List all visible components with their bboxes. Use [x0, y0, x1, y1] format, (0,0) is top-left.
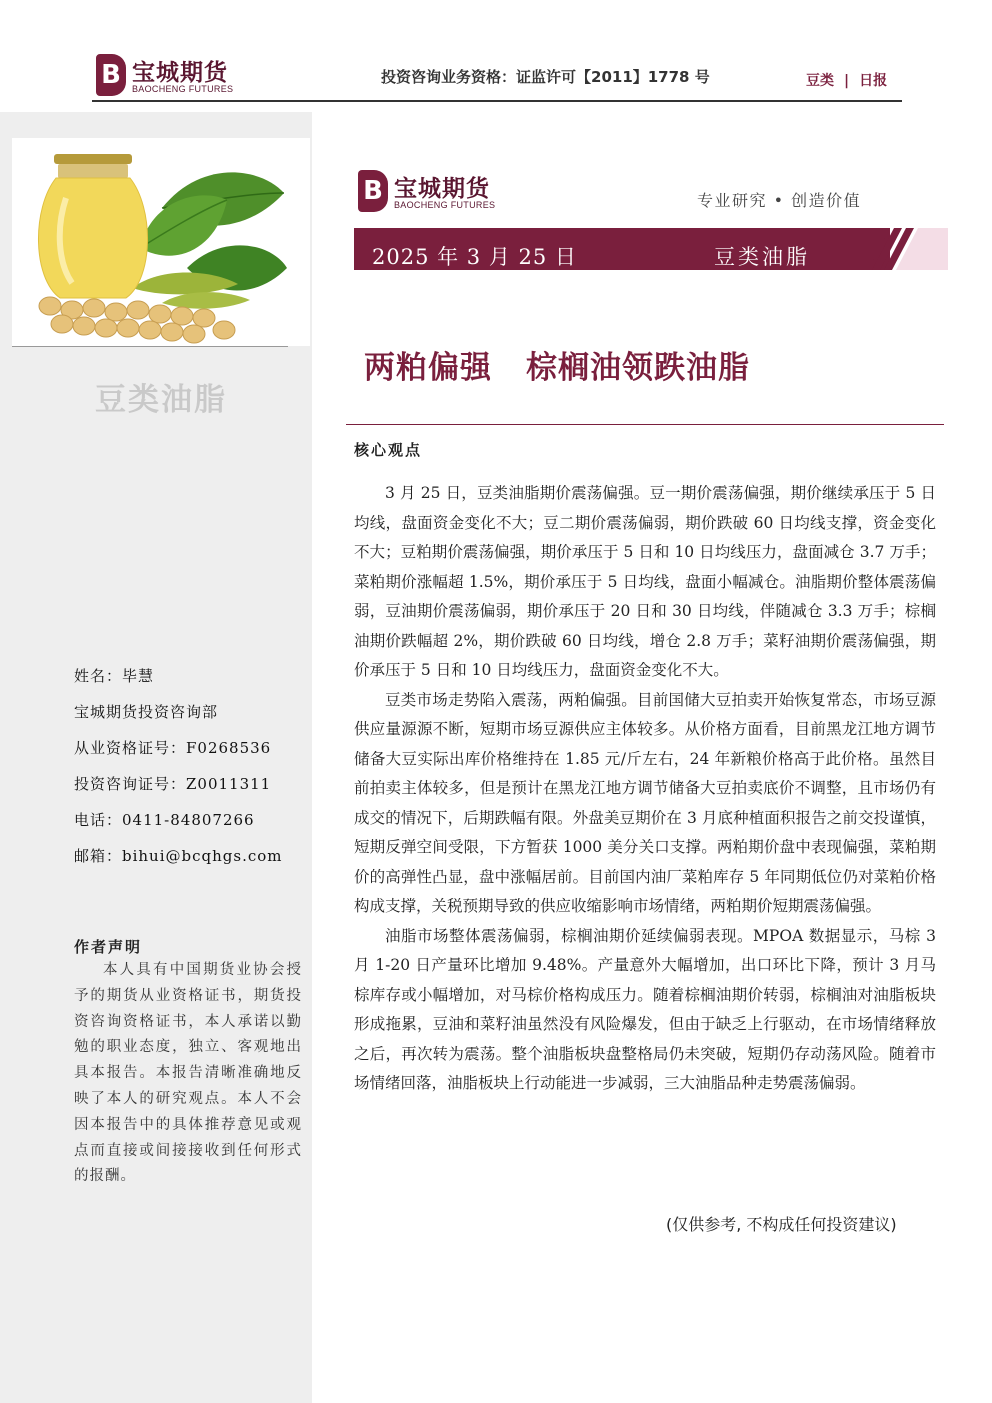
- author-contact: [74, 664, 310, 880]
- tag-separator: |: [844, 73, 850, 89]
- header-divider: [92, 100, 902, 102]
- main-logo-en: BAOCHENG FUTURES: [394, 200, 496, 210]
- main-logo-cn: 宝城期货: [394, 176, 490, 202]
- paragraph-soy: 豆类市场走势陷入震荡，两粕偏强。目前国储大豆拍卖开始恢复常态，市场豆源供应量源源不断，短期市场豆源供应主体较多。从价格方面看，目前黑龙江地方调节储备大豆实际出库价格维持在 1.85 元/斤左右，24 年新粮价格高于此价格。虽然目前拍卖主体较多，但是预计在黑龙江地方调节储备大豆拍卖底价不调整，且市场仍有成交的情况下，后期跌幅有限。外盘美豆期价在 3 月底种植面积报告之前交投谨慎，短期反弹空间受限，下方暂获 1000 美分关口支撑。两粕期价盘中表现偏强，菜粕期价的高弹性凸显，盘中涨幅居前。目前国内油厂菜粕库存 5 年同期低位仍对菜粕价格构成支撑，关税预期导致的供应收缩影响市场情绪，两粕期价短期震荡偏强。: [354, 690, 936, 915]
- tag-frequency: 日报: [859, 73, 888, 89]
- headline: [364, 342, 750, 387]
- author-name: 姓名：毕慧: [74, 667, 155, 685]
- report-category: 豆类油脂: [714, 245, 810, 269]
- author-phone: 电话：0411-84807266: [74, 811, 255, 829]
- core-view-title: 核心观点: [354, 441, 423, 459]
- header-logo-cn: 宝城期货: [132, 60, 228, 86]
- paragraph-summary: 3 月 25 日，豆类油脂期价震荡偏强。豆一期价震荡偏强，期价继续承压于 5 日均线，盘面资金变化不大；豆二期价震荡偏弱，期价跌破 60 日均线支撑，资金变化不大；豆粕期价震荡偏强，期价承压于 5 日和 10 日均线压力，盘面减仓 3.7 万手；菜粕期价涨幅超 1.5%，期价承压于 5 日均线，盘面小幅减仓。油脂期价整体震荡偏弱，豆油期价震荡偏弱，期价承压于 20 日和 30 日均线，伴随减仓 3.3 万手；棕榈油期价跌幅超 2%，期价跌破 60 日均线，增仓 2.8 万手；菜籽油期价震荡偏强，期价承压于 5 日和 10 日均线压力，盘面资金变化不大。: [354, 484, 936, 679]
- author-license-number: 从业资格证号：F0268536: [74, 739, 272, 757]
- soybean-oil-image: [12, 138, 310, 346]
- header-logo: [96, 54, 256, 98]
- report-date: 2025 年 3 月 25 日: [372, 245, 577, 269]
- baocheng-logo-icon: B: [96, 54, 126, 96]
- disclaimer: (仅供参考, 不构成任何投资建议): [666, 1215, 897, 1234]
- slogan: 专业研究 • 创造价值: [697, 191, 862, 210]
- baocheng-logo-icon: B: [358, 170, 388, 212]
- author-email: 邮箱：bihui@bcqhgs.com: [74, 847, 283, 865]
- author-consult-number: 投资咨询证号：Z0011311: [74, 775, 272, 793]
- main-logo: [358, 170, 528, 216]
- declaration-title: 作者声明: [74, 938, 143, 956]
- sidebar-title: 豆类油脂: [95, 382, 227, 418]
- declaration-body: 本人具有中国期货业协会授予的期货从业资格证书，期货投资咨询资格证书，本人承诺以勤勉的职业态度，独立、客观地出具本报告。本报告清晰准确地反映了本人的研究观点。本人不会因本报告中的具体推荐意见或观点而直接或间接接收到任何形式的报酬。: [74, 962, 302, 1185]
- tag-category: 豆类: [806, 73, 834, 89]
- license-text: 投资咨询业务资格：证监许可【2011】1778 号: [381, 68, 710, 86]
- author-department: 宝城期货投资咨询部: [74, 703, 219, 721]
- headline-part-1: 两粕偏强: [364, 350, 492, 386]
- main-divider: [346, 424, 944, 425]
- header-logo-en: BAOCHENG FUTURES: [132, 84, 234, 94]
- report-body: [354, 479, 936, 1099]
- headline-part-2: 棕榈油领跌油脂: [526, 350, 750, 386]
- sidebar-divider: [12, 346, 288, 347]
- header-tags: [806, 70, 887, 90]
- paragraph-oil: 油脂市场整体震荡偏弱，棕榈油期价延续偏弱表现。MPOA 数据显示，马棕 3 月 1-20 日产量环比增加 9.48%。产量意外大幅增加，出口环比下降，预计 3 月马棕库存或小幅增加，对马棕价格构成压力。随着棕榈油期价转弱，棕榈油对油脂板块形成拖累，豆油和菜籽油虽然没有风险爆发，但由于缺乏上行驱动，在市场情绪释放之后，再次转为震荡。整个油脂板块盘整格局仍未突破，短期仍存动荡风险。随着市场情绪回落，油脂板块上行动能进一步减弱，三大油脂品种走势震荡偏弱。: [354, 926, 936, 1092]
- band-stripes-decoration: [858, 228, 948, 270]
